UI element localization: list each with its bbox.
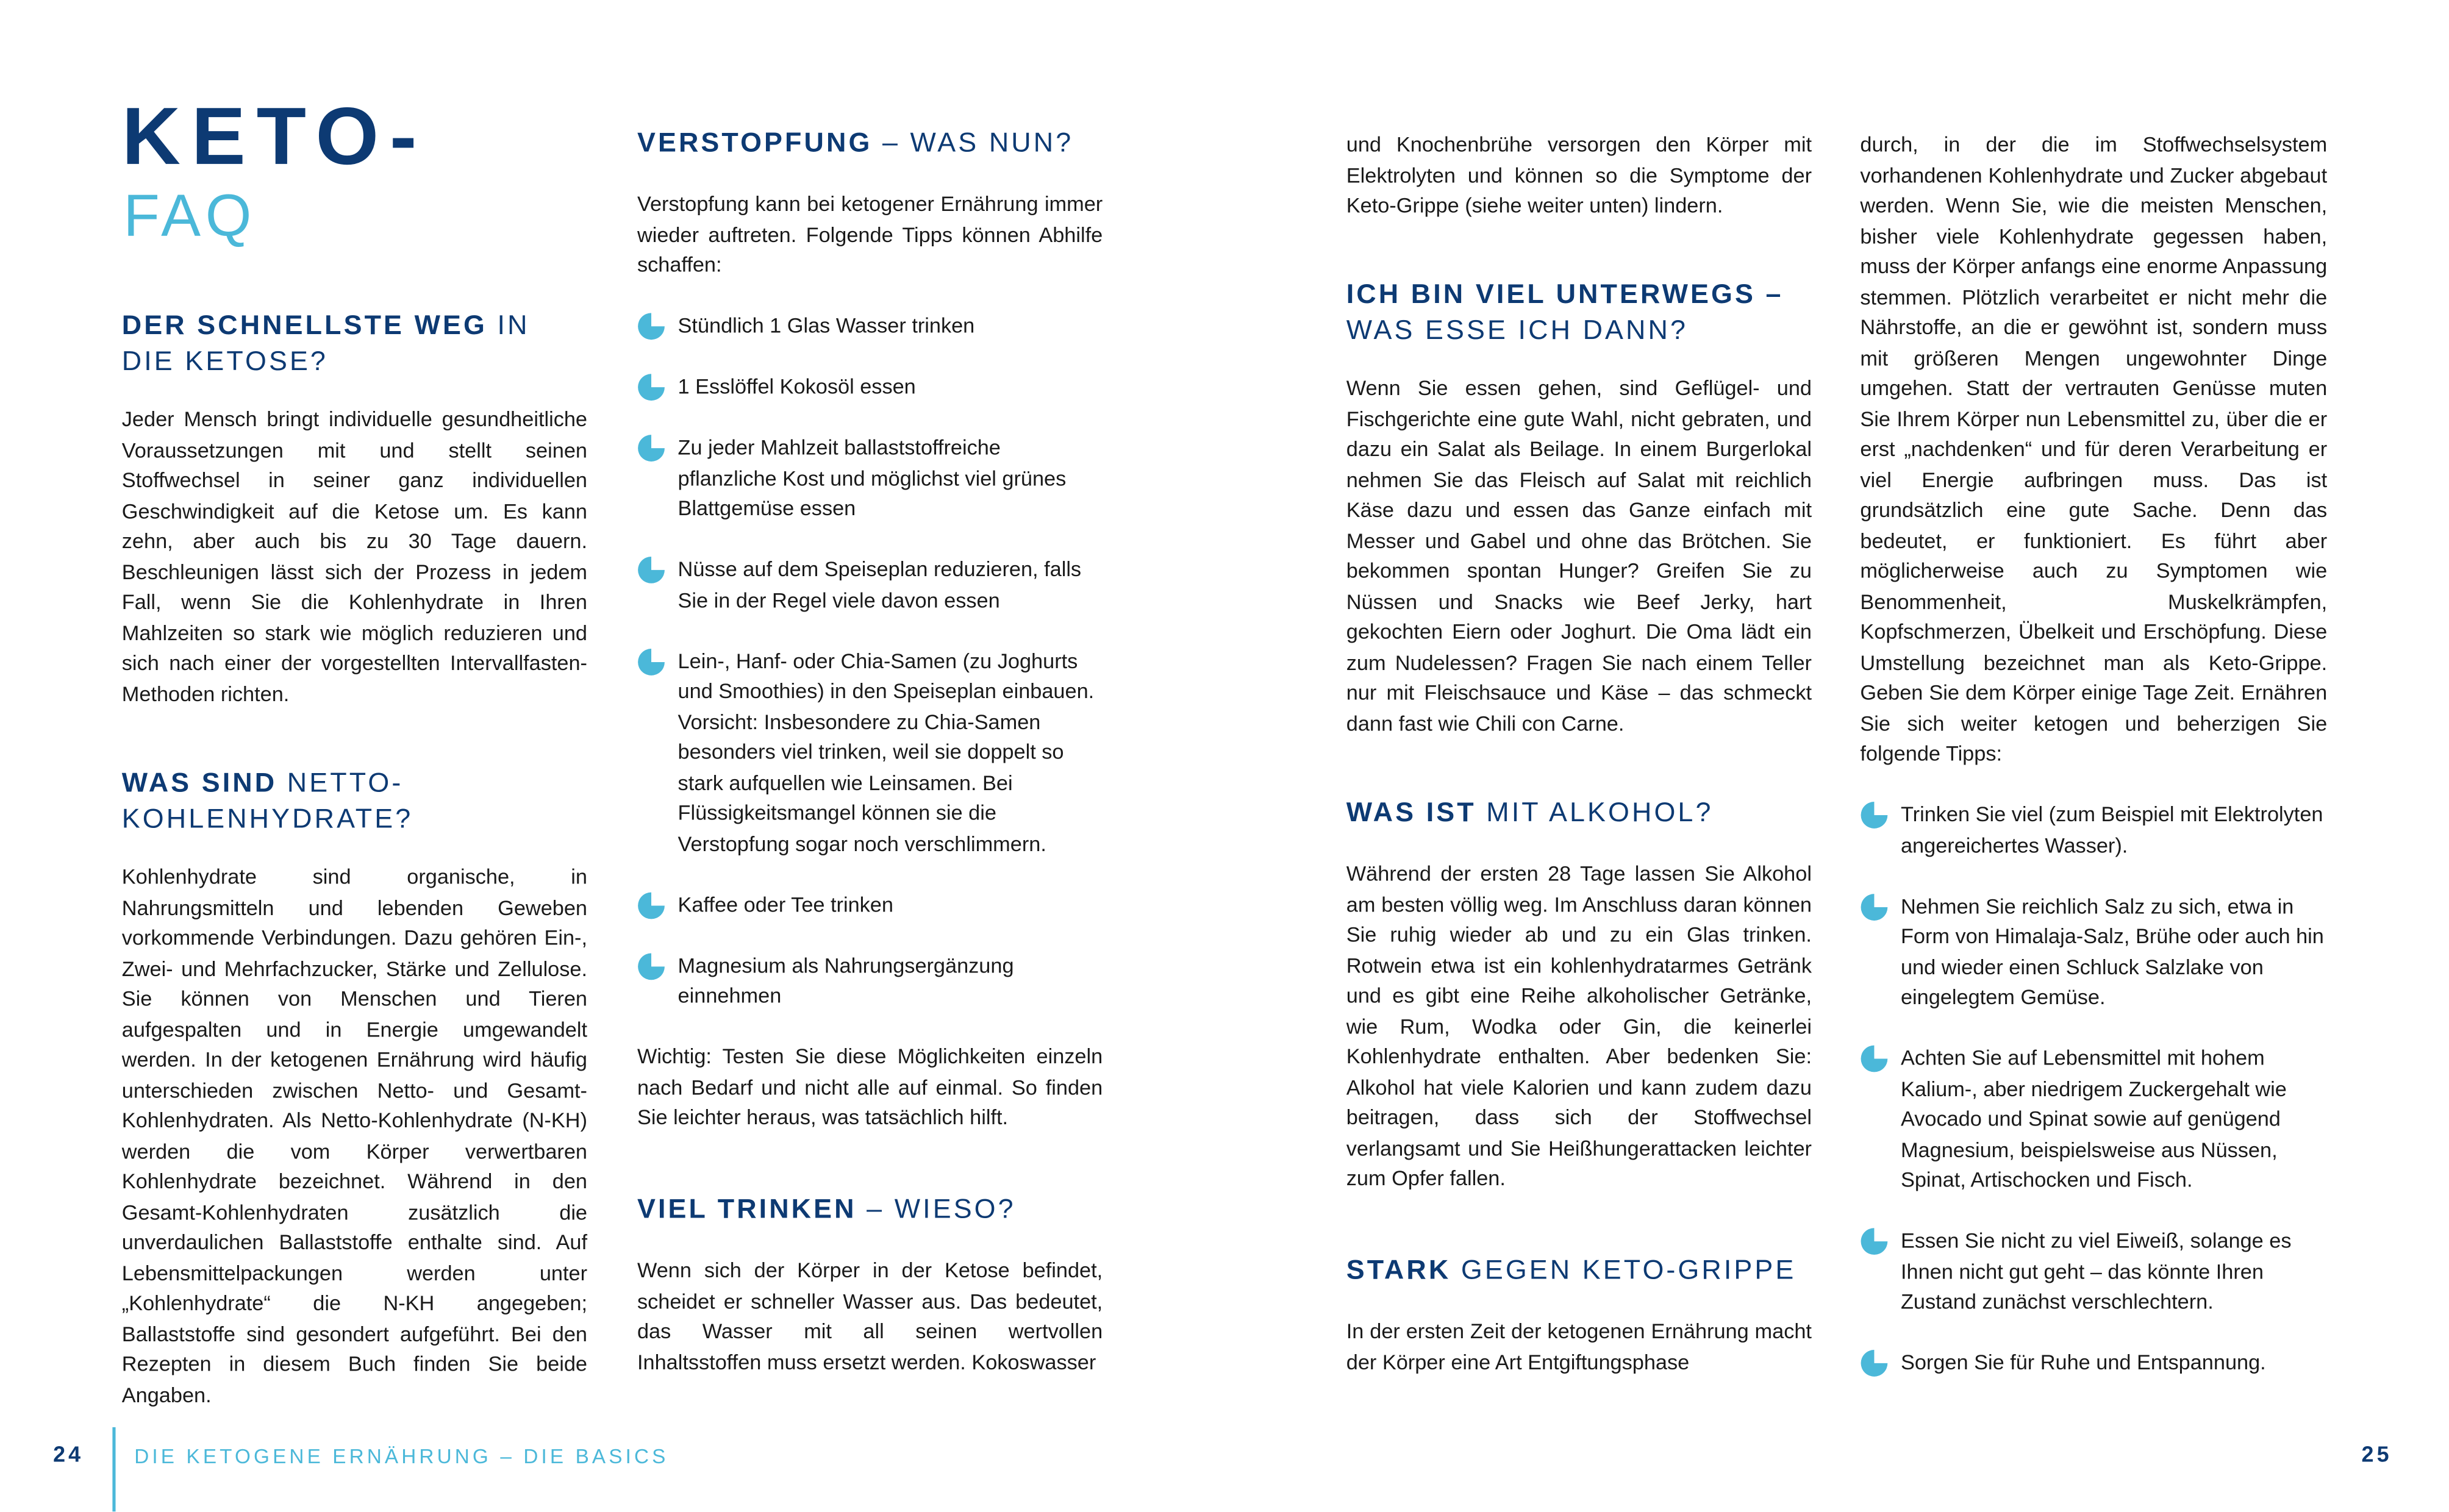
list-item (637, 432, 1103, 524)
section-heading: WAS SIND NETTO-KOHLENHYDRATE? (121, 766, 413, 834)
list-item-text: Nehmen Sie reichlich Salz zu sich, etwa in Form von Himalaja-Salz, Brühe oder auch hin und wieder einen Schluck Salzlake von eingelegtem Gemüse. (1900, 894, 2324, 1009)
footer-divider (112, 1427, 115, 1511)
section-text: Während der ersten 28 Tage lassen Sie Alkohol am besten völlig weg. Im Anschluss daran können Sie ruhig wieder ab und zu ein Glas trinken. Rotwein etwa ist ein kohlenhydratarmes Getränk und es gibt eine Reihe alkoholischer Getränke, wie Rum, Wodka oder Gin, die keinerlei Kohlenhydrate enthalten. Aber bedenken Sie: Alkohol hat viele Kalorien und kann zudem dazu beitragen, dass sich der Stoffwechsel verlangsamt und Sie Heißhungerattacken leichter zum Opfer fallen. (1346, 861, 1812, 1190)
list-item-text: Magnesium als Nahrungsergänzung einnehmen (677, 953, 1014, 1007)
keto-flu-continued (1860, 130, 2327, 1409)
list-item (637, 554, 1103, 615)
list-item (1860, 1347, 2327, 1378)
section-travel (1346, 276, 1812, 738)
section-net-carbs (122, 765, 587, 1410)
list-item-text: Stündlich 1 Glas Wasser trinken (677, 313, 975, 338)
section-text: Wenn Sie essen gehen, sind Geflügel- und Fischgerichte eine gute Wahl, nicht gebraten, und dazu ein Salat als Beilage. In einem Burgerlokal nehmen Sie das Fleisch auf Salat mit reichlich Käse dazu und essen das Ganze einfach mit Messer und Gabel und ohne das Brötchen. Sie bekommen spontan Hunger? Greifen Sie zu Nüssen und Snacks wie Beef Jerky, hart gekochten Eiern oder Joghurt. Die Oma lädt ein zum Nudelessen? Fragen Sie nach einem Teller nur mit Fleischsauce und Käse – das schmeckt dann fast wie Chili con Carne. (1346, 376, 1812, 735)
three-quarter-pie-icon (637, 373, 665, 401)
section-heading: VERSTOPFUNG – WAS NUN? (637, 126, 1074, 158)
section-text: durch, in der die im Stoffwechselsystem vorhandenen Kohlenhydrate und Zucker abgebaut werden. Wenn Sie, wie die meisten Menschen, bisher viele Kohlenhydrate gegessen haben, muss der Körper anfangs eine enorme Anpassung stemmen. Plötzlich verarbeitet er nicht mehr die Nährstoffe, an die er gewöhnt ist, sondern muss mit größeren Mengen ungewohnter Dinge umgehen. Statt der vertrauten Genüsse muten Sie Ihrem Körper nun Lebensmittel zu, über die er erst „nachdenken“ und für deren Verarbeitung er viel Energie aufbringen muss. Das ist grundsätzlich eine gute Sache. Denn das bedeutet, er funktioniert. Es führt aber möglicherweise auch zu Symptomen wie Benommenheit, Muskelkrämpfen, Kopfschmerzen, Übelkeit und Erschöpfung. Diese Umstellung bezeichnet man als Keto-Grippe. Geben Sie dem Körper einige Tage Zeit. Ernähren Sie sich weiter ketogen und beherzigen Sie folgende Tipps: (1860, 132, 2328, 765)
three-quarter-pie-icon (637, 556, 665, 584)
tips-list (1860, 799, 2327, 1378)
three-quarter-pie-icon (637, 891, 665, 919)
tips-list (637, 311, 1103, 1011)
section-text: Kohlenhydrate sind organische, in Nahrungsmitteln und lebenden Geweben vorkommende Verbindungen. Dazu gehören Ein-, Zwei- und Mehrfachzucker, Stärke und Zellulose. Sie können von Menschen und Tieren aufgespalten und in Energie umgewandelt werden. In der ketogenen Ernährung wird häufig unterschieden zwischen Netto- und Gesamt-Kohlenhydraten. Als Netto-Kohlenhydrate (N-KH) werden die vom Körper verwertbaren Kohlenhydrate bezeichnet. Während in den Gesamt-Kohlenhydraten zusätzlich die unverdaulichen Ballaststoffe enthalte sind. Auf Lebensmittelpackungen werden unter „Kohlenhydrate“ die N-KH angegeben; Ballaststoffe sind gesondert aufgeführt. Bei den Rezepten in diesem Buch finden Sie beide Angaben. (121, 865, 588, 1407)
three-quarter-pie-icon (1860, 1044, 1888, 1072)
list-item-text: Achten Sie auf Lebensmittel mit hohem Kalium-, aber niedrigem Zuckergehalt wie Avocado und Spinat sowie auf genügend Magnesium, beispielsweise aus Nüssen, Spinat, Artischocken und Fisch. (1900, 1046, 2287, 1192)
three-quarter-pie-icon (1860, 1349, 1888, 1377)
section-heading: STARK GEGEN KETO-GRIPPE (1346, 1253, 1797, 1285)
list-item-text: Zu jeder Mahlzeit ballaststoffreiche pflanzliche Kost und möglichst viel grünes Blattgemüse essen (677, 435, 1067, 520)
section-text: Jeder Mensch bringt individuelle gesundheitliche Voraussetzungen mit und stellt seinen Stoffwechsel in seiner ganz individuellen Geschwindigkeit auf die Ketose um. Es kann zehn, aber auch bis zu 30 Tage dauern. Beschleunigen lässt sich der Prozess in jedem Fall, wenn Sie die Kohlenhydrate in Ihren Mahlzeiten so stark wie möglich reduzieren und sich nach einer der vorgestellten Intervallfasten-Methoden richten. (121, 407, 588, 705)
section-text: und Knochenbrühe versorgen den Körper mit Elektrolyten und können so die Symptome der Keto-Grippe (siehe weiter unten) lindern. (1346, 132, 1812, 218)
section-text: Wenn sich der Körper in der Ketose befindet, scheidet er schneller Wasser aus. Das bedeutet, das Wasser mit all seinen wertvollen Inhaltsstoffen muss ersetzt werden. Kokoswasser (637, 1258, 1103, 1374)
list-item-text: Nüsse auf dem Speiseplan reduzieren, falls Sie in der Regel viele davon essen (677, 557, 1082, 612)
three-quarter-pie-icon (1860, 1227, 1888, 1255)
section-intro: Verstopfung kann bei ketogener Ernährung immer wieder auftreten. Folgende Tipps können Abhilfe schaffen: (637, 192, 1103, 277)
list-item-text: Sorgen Sie für Ruhe und Entspannung. (1900, 1350, 2266, 1374)
three-quarter-pie-icon (637, 952, 665, 980)
list-item (637, 646, 1103, 859)
list-item-text: 1 Esslöffel Kokosöl essen (677, 374, 916, 399)
list-item-text: Kaffee oder Tee trinken (677, 892, 893, 916)
page-number-left: 24 (53, 1441, 84, 1466)
list-item (1860, 1043, 2327, 1196)
list-item (1860, 799, 2327, 860)
list-item (637, 890, 1103, 920)
section-heading: ICH BIN VIEL UNTERWEGS – WAS ESSE ICH DANN? (1346, 277, 1784, 346)
running-head: DIE KETOGENE ERNÄHRUNG – DIE BASICS (134, 1444, 669, 1468)
three-quarter-pie-icon (1860, 893, 1888, 921)
section-alcohol (1346, 795, 1812, 1194)
section-text: In der ersten Zeit der ketogenen Ernährung macht der Körper eine Art Entgiftungsphase (1346, 1319, 1812, 1374)
list-item (637, 950, 1103, 1011)
section-constipation (637, 125, 1103, 1133)
section-heading: WAS IST MIT ALKOHOL? (1346, 796, 1714, 828)
section-keto-flu (1346, 1252, 1812, 1377)
page-subtitle: FAQ (123, 184, 257, 250)
page-number-right: 25 (2361, 1441, 2392, 1466)
continued-text (1346, 130, 1812, 221)
list-item (637, 311, 1103, 341)
list-item (637, 372, 1103, 402)
list-item-text: Lein-, Hanf- oder Chia-Samen (zu Joghurts und Smoothies) in den Speiseplan einbauen. Vorsicht: Insbesondere zu Chia-Samen besonders viel trinken, weil sie doppelt so stark aufquellen wie Leinsamen. Bei Flüssigkeitsmangel können sie die Verstopfung sogar noch verschlimmern. (677, 649, 1095, 855)
section-heading: DER SCHNELLSTE WEG IN DIE KETOSE? (121, 309, 530, 377)
three-quarter-pie-icon (1860, 801, 1888, 829)
list-item-text: Trinken Sie viel (zum Beispiel mit Elektrolyten angereichertes Wasser). (1900, 802, 2323, 857)
section-note: Wichtig: Testen Sie diese Möglichkeiten einzeln nach Bedarf und nicht alle auf einmal. So finden Sie leichter heraus, was tatsächlich hilft. (637, 1044, 1103, 1129)
three-quarter-pie-icon (637, 647, 665, 676)
section-fastest-way (122, 308, 587, 709)
section-heading: VIEL TRINKEN – WIESO? (637, 1193, 1016, 1224)
three-quarter-pie-icon (637, 312, 665, 340)
page-title: KETO- (121, 92, 428, 183)
three-quarter-pie-icon (637, 434, 665, 462)
section-drink-much (637, 1191, 1103, 1377)
list-item-text: Essen Sie nicht zu viel Eiweiß, solange es Ihnen nicht gut geht – das könnte Ihren Zustand zunächst verschlechtern. (1900, 1228, 2292, 1313)
list-item (1860, 891, 2327, 1013)
list-item (1860, 1226, 2327, 1318)
